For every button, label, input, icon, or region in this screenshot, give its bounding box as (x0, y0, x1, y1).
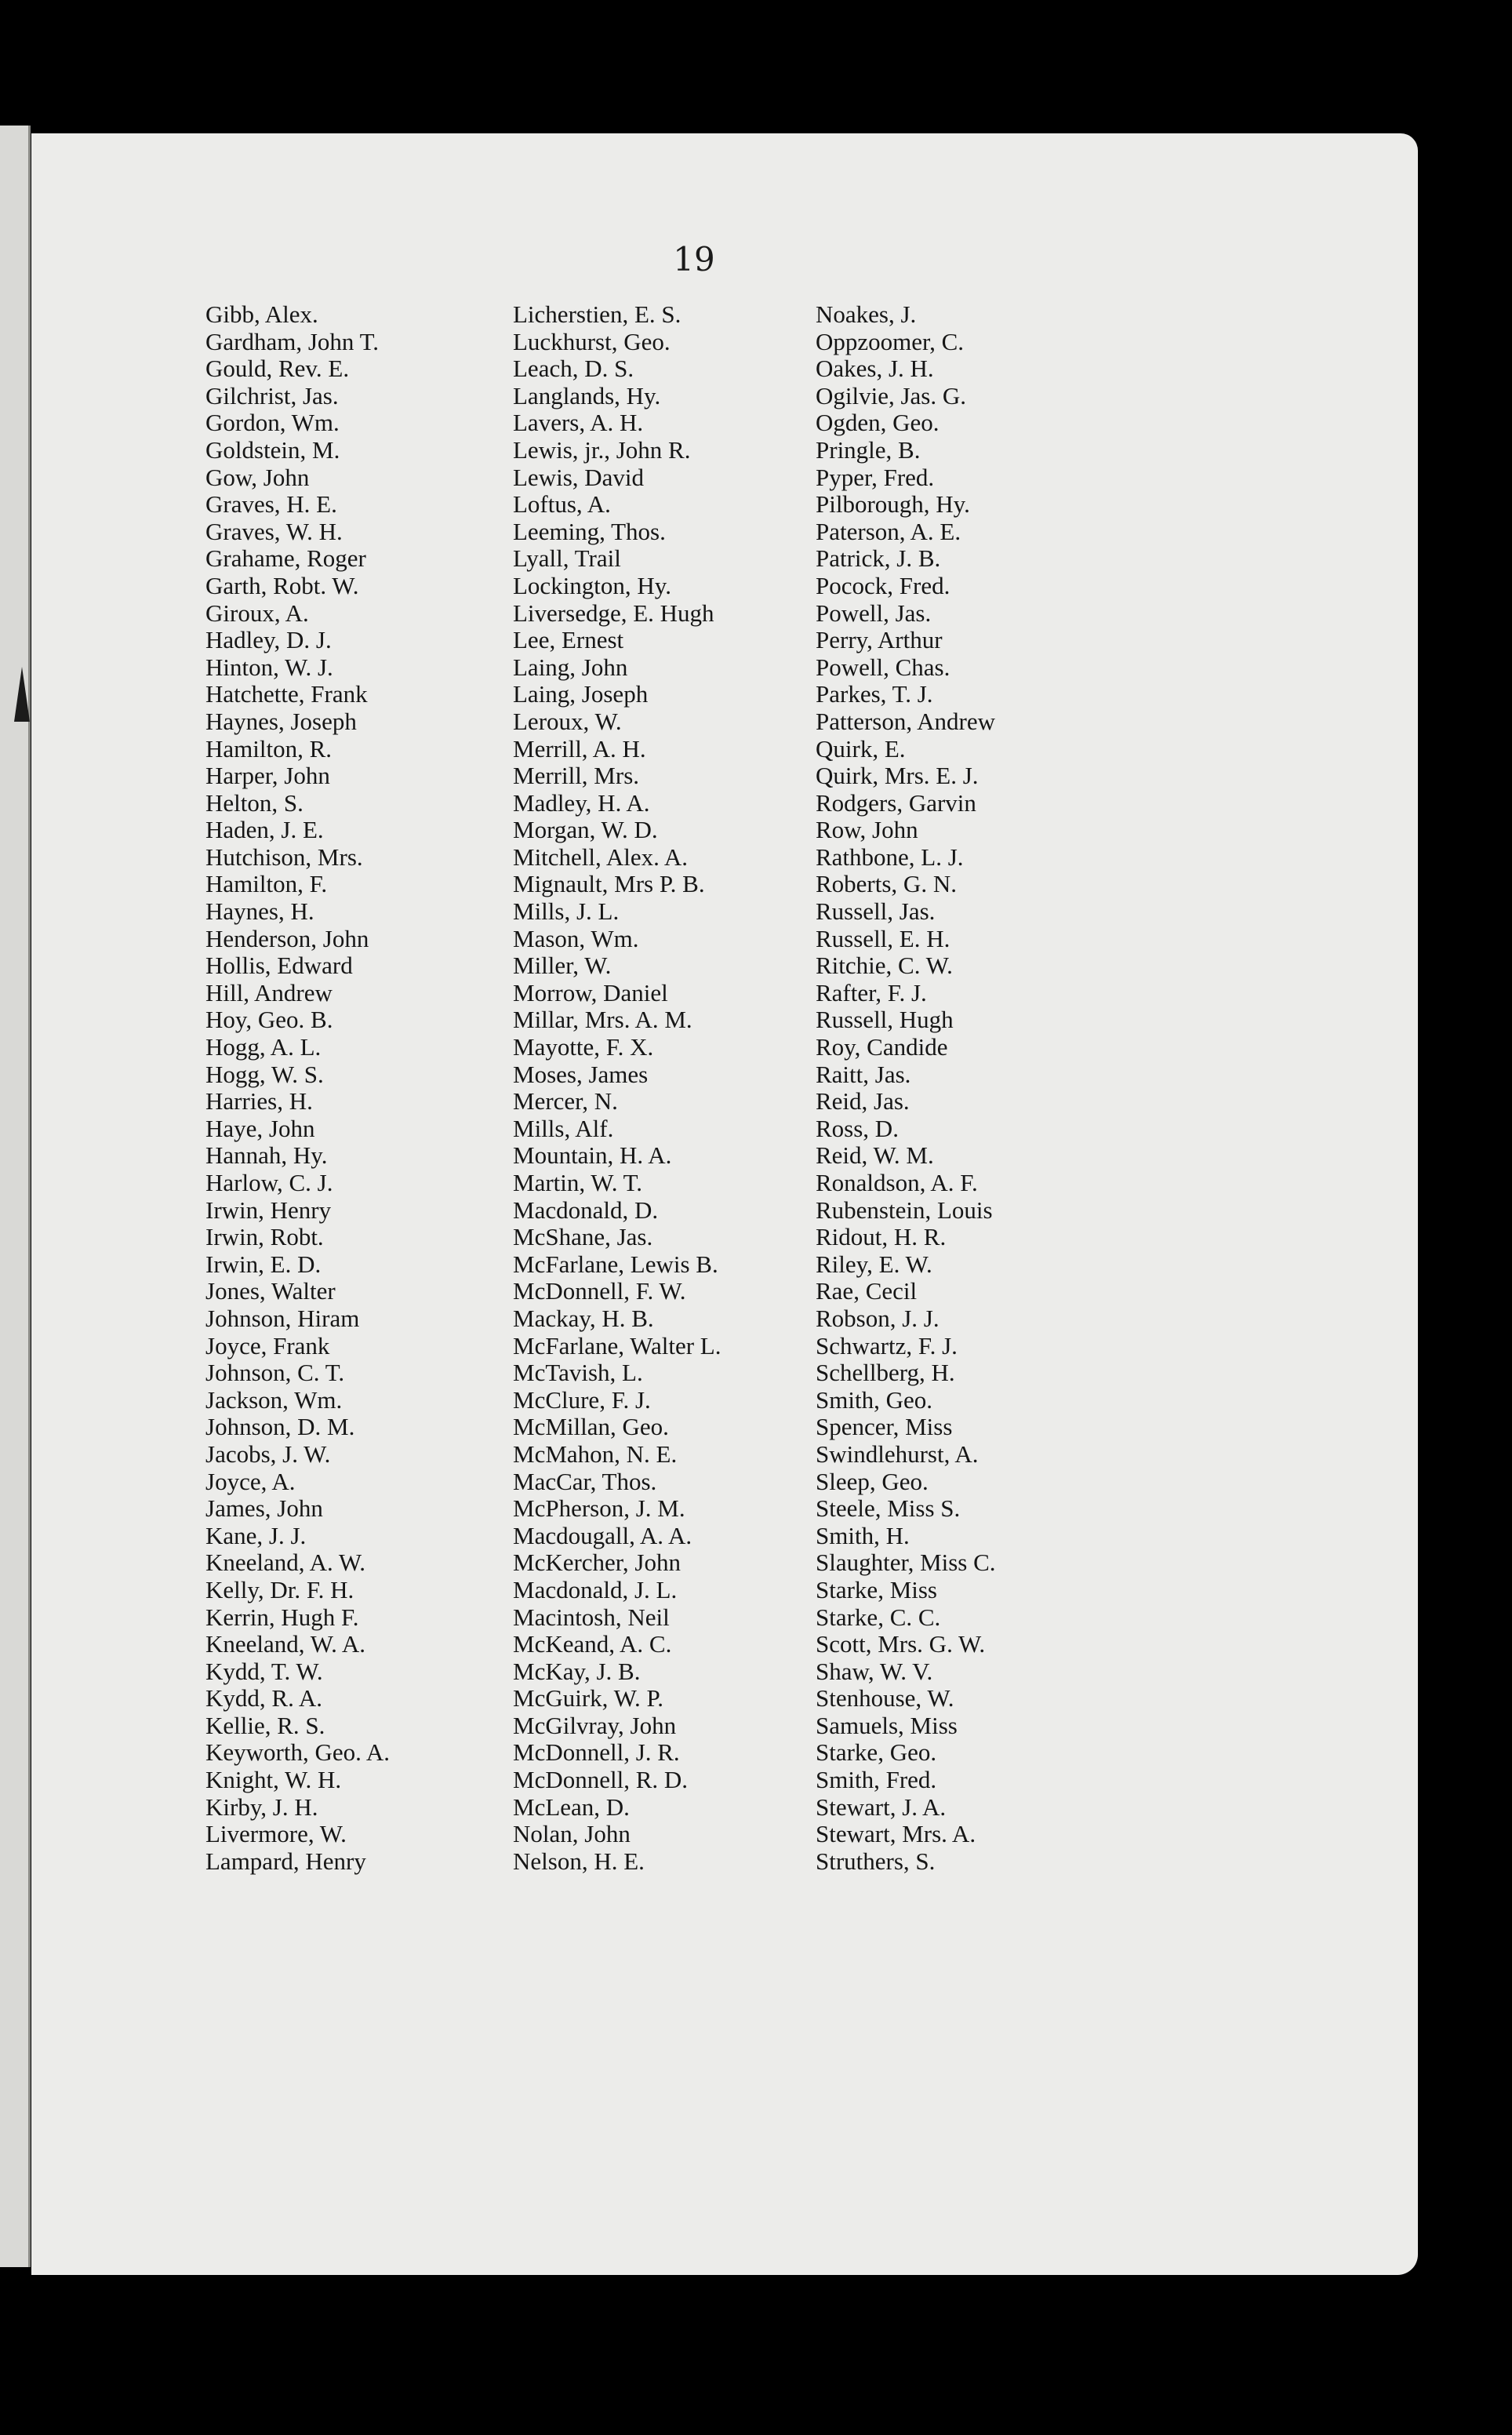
name-entry: Liversedge, E. Hugh (513, 599, 714, 627)
name-entry: Lee, Ernest (513, 626, 624, 654)
name-entry: Lyall, Trail (513, 544, 621, 573)
name-entry: Smith, Geo. (816, 1385, 932, 1414)
name-entry: Row, John (816, 816, 918, 844)
name-column-2 (513, 301, 721, 1875)
name-entry: McShane, Jas. (513, 1223, 653, 1251)
name-entry: Haden, J. E. (205, 816, 324, 844)
name-entry: Patrick, J. B. (816, 544, 941, 573)
name-entry: McKay, J. B. (513, 1657, 641, 1685)
left-page-edge (0, 126, 31, 2267)
name-entry: Schwartz, F. J. (816, 1331, 958, 1359)
name-entry: Garth, Robt. W. (205, 571, 359, 599)
name-entry: Nelson, H. E. (513, 1847, 645, 1875)
name-entry: Jacobs, J. W. (205, 1440, 331, 1468)
name-entry: McMahon, N. E. (513, 1440, 678, 1468)
name-entry: Jackson, Wm. (205, 1385, 343, 1414)
name-entry: Lampard, Henry (205, 1847, 366, 1875)
name-entry: Reid, Jas. (816, 1087, 910, 1116)
name-entry: Pringle, B. (816, 435, 921, 464)
name-column-1 (205, 301, 390, 1875)
name-entry: Helton, S. (205, 788, 303, 817)
name-entry: Leeming, Thos. (513, 517, 666, 545)
name-entry: Quirk, Mrs. E. J. (816, 762, 979, 790)
name-entry: Mignault, Mrs P. B. (513, 870, 705, 898)
name-entry: Slaughter, Miss C. (816, 1549, 996, 1577)
name-entry: Patterson, Andrew (816, 707, 996, 735)
name-entry: Hamilton, F. (205, 870, 328, 898)
name-entry: McGilvray, John (513, 1711, 677, 1739)
name-entry: Haynes, H. (205, 897, 314, 926)
name-entry: Ridout, H. R. (816, 1223, 947, 1251)
name-entry: Harries, H. (205, 1087, 313, 1116)
name-entry: Macdougall, A. A. (513, 1521, 692, 1549)
name-entry: Rafter, F. J. (816, 978, 927, 1006)
name-entry: Morgan, W. D. (513, 816, 658, 844)
name-entry: Samuels, Miss (816, 1711, 958, 1739)
name-entry: Mackay, H. B. (513, 1304, 654, 1332)
name-entry: Miller, W. (513, 952, 612, 980)
name-entry: Licherstien, E. S. (513, 300, 681, 328)
page-number: 19 (673, 240, 715, 278)
name-entry: Irwin, Henry (205, 1196, 332, 1224)
name-entry: Harlow, C. J. (205, 1169, 333, 1196)
name-entry: Mason, Wm. (513, 924, 639, 952)
name-entry: Macdonald, D. (513, 1196, 659, 1224)
name-entry: Sleep, Geo. (816, 1467, 929, 1495)
name-entry: Stewart, J. A. (816, 1793, 947, 1821)
name-entry: Macintosh, Neil (513, 1603, 670, 1631)
name-entry: Martin, W. T. (513, 1169, 643, 1196)
name-entry: Joyce, Frank (205, 1331, 330, 1359)
name-entry: Oakes, J. H. (816, 355, 934, 383)
name-entry: Keyworth, Geo. A. (205, 1738, 391, 1767)
name-entry: Pilborough, Hy. (816, 490, 970, 519)
name-entry: Lavers, A. H. (513, 409, 644, 437)
name-entry: Henderson, John (205, 924, 369, 952)
name-entry: Hatchette, Frank (205, 680, 368, 708)
name-entry: Macdonald, J. L. (513, 1575, 678, 1603)
name-entry: Grahame, Roger (205, 544, 366, 573)
name-entry: Lockington, Hy. (513, 571, 672, 599)
name-entry: Paterson, A. E. (816, 517, 961, 545)
name-entry: Gilchrist, Jas. (205, 381, 339, 409)
name-entry: Jones, Walter (205, 1277, 336, 1305)
name-entry: Roberts, G. N. (816, 870, 957, 898)
name-entry: Merrill, A. H. (513, 734, 646, 763)
name-entry: Lewis, jr., John R. (513, 435, 691, 464)
name-entry: McDonnell, J. R. (513, 1738, 680, 1767)
name-column-3 (816, 301, 996, 1875)
name-entry: Leach, D. S. (513, 355, 634, 383)
name-entry: Hannah, Hy. (205, 1141, 328, 1170)
name-entry: Merrill, Mrs. (513, 762, 640, 790)
name-entry: Langlands, Hy. (513, 381, 661, 409)
name-entry: McKercher, John (513, 1549, 681, 1577)
name-entry: Riley, E. W. (816, 1250, 932, 1278)
name-entry: Kellie, R. S. (205, 1711, 325, 1739)
name-entry: Rathbone, L. J. (816, 843, 964, 871)
name-entry: Noakes, J. (816, 300, 917, 328)
name-entry: Kelly, Dr. F. H. (205, 1575, 354, 1603)
name-entry: Haye, John (205, 1114, 315, 1142)
name-entry: Gordon, Wm. (205, 409, 340, 437)
name-entry: Laing, Joseph (513, 680, 649, 708)
name-entry: Mercer, N. (513, 1087, 618, 1116)
name-entry: Perry, Arthur (816, 626, 943, 654)
name-entry: Mountain, H. A. (513, 1141, 672, 1170)
name-entry: Hogg, W. S. (205, 1060, 324, 1088)
name-entry: McMillan, Geo. (513, 1413, 669, 1441)
name-entry: Moses, James (513, 1060, 649, 1088)
name-entry: Steele, Miss S. (816, 1494, 961, 1523)
name-entry: Joyce, A. (205, 1467, 296, 1495)
name-entry: Powell, Chas. (816, 653, 950, 681)
name-entry: Gould, Rev. E. (205, 355, 350, 383)
name-entry: Hamilton, R. (205, 734, 333, 763)
name-entry: Haynes, Joseph (205, 707, 357, 735)
name-entry: Pocock, Fred. (816, 571, 950, 599)
name-entry: Hogg, A. L. (205, 1033, 322, 1061)
name-entry: Ogilvie, Jas. G. (816, 381, 967, 409)
name-entry: Powell, Jas. (816, 599, 932, 627)
name-entry: Gardham, John T. (205, 327, 379, 355)
name-entry: Harper, John (205, 762, 330, 790)
name-entry: Nolan, John (513, 1820, 631, 1848)
name-entry: McClure, F. J. (513, 1385, 651, 1414)
name-entry: Kane, J. J. (205, 1521, 307, 1549)
name-entry: Schellberg, H. (816, 1359, 955, 1387)
name-entry: Hadley, D. J. (205, 626, 332, 654)
name-entry: Spencer, Miss (816, 1413, 953, 1441)
name-entry: Mitchell, Alex. A. (513, 843, 689, 871)
name-entry: Smith, Fred. (816, 1766, 937, 1794)
name-entry: Roy, Candide (816, 1033, 948, 1061)
name-entry: Mills, Alf. (513, 1114, 614, 1142)
name-entry: Scott, Mrs. G. W. (816, 1630, 986, 1658)
name-entry: Kerrin, Hugh F. (205, 1603, 359, 1631)
name-entry: Smith, H. (816, 1521, 910, 1549)
name-entry: McPherson, J. M. (513, 1494, 685, 1523)
name-entry: Rubenstein, Louis (816, 1196, 993, 1224)
name-entry: Johnson, Hiram (205, 1304, 360, 1332)
name-entry: Lewis, David (513, 463, 645, 491)
name-entry: Shaw, W. V. (816, 1657, 933, 1685)
name-entry: Ogden, Geo. (816, 409, 940, 437)
name-entry: McLean, D. (513, 1793, 630, 1821)
name-entry: Kydd, R. A. (205, 1684, 322, 1713)
name-entry: Livermore, W. (205, 1820, 347, 1848)
name-entry: McGuirk, W. P. (513, 1684, 664, 1713)
name-entry: Leroux, W. (513, 707, 622, 735)
name-entry: Giroux, A. (205, 599, 309, 627)
name-entry: McFarlane, Lewis B. (513, 1250, 718, 1278)
name-entry: Hill, Andrew (205, 978, 333, 1006)
name-entry: Starke, Geo. (816, 1738, 937, 1767)
name-entry: Johnson, D. M. (205, 1413, 355, 1441)
name-entry: McTavish, L. (513, 1359, 643, 1387)
name-entry: McDonnell, R. D. (513, 1766, 689, 1794)
name-entry: Kneeland, W. A. (205, 1630, 366, 1658)
name-entry: Graves, H. E. (205, 490, 337, 519)
name-entry: Loftus, A. (513, 490, 611, 519)
name-entry: Morrow, Daniel (513, 978, 668, 1006)
name-entry: McDonnell, F. W. (513, 1277, 686, 1305)
name-entry: Struthers, S. (816, 1847, 936, 1875)
name-entry: Pyper, Fred. (816, 463, 935, 491)
name-entry: Parkes, T. J. (816, 680, 933, 708)
name-entry: Starke, C. C. (816, 1603, 941, 1631)
name-entry: Russell, E. H. (816, 924, 950, 952)
name-entry: Gow, John (205, 463, 310, 491)
name-entry: Robson, J. J. (816, 1304, 940, 1332)
name-entry: Kneeland, A. W. (205, 1549, 366, 1577)
name-entry: Ronaldson, A. F. (816, 1169, 978, 1196)
name-entry: Mayotte, F. X. (513, 1033, 654, 1061)
name-entry: Irwin, E. D. (205, 1250, 322, 1278)
name-entry: Kydd, T. W. (205, 1657, 323, 1685)
name-entry: Luckhurst, Geo. (513, 327, 671, 355)
name-entry: James, John (205, 1494, 323, 1523)
name-entry: Hutchison, Mrs. (205, 843, 363, 871)
name-entry: Starke, Miss (816, 1575, 937, 1603)
name-entry: Hollis, Edward (205, 952, 353, 980)
name-entry: Russell, Jas. (816, 897, 936, 926)
name-entry: Ross, D. (816, 1114, 899, 1142)
name-entry: Rodgers, Garvin (816, 788, 976, 817)
name-entry: Graves, W. H. (205, 517, 343, 545)
name-entry: Quirk, E. (816, 734, 906, 763)
name-entry: Gibb, Alex. (205, 300, 318, 328)
name-entry: Millar, Mrs. A. M. (513, 1006, 692, 1034)
name-entry: McFarlane, Walter L. (513, 1331, 721, 1359)
name-entry: Reid, W. M. (816, 1141, 934, 1170)
name-entry: Russell, Hugh (816, 1006, 954, 1034)
name-entry: Knight, W. H. (205, 1766, 342, 1794)
name-entry: Oppzoomer, C. (816, 327, 965, 355)
name-entry: Johnson, C. T. (205, 1359, 345, 1387)
name-entry: Laing, John (513, 653, 628, 681)
name-entry: Stenhouse, W. (816, 1684, 954, 1713)
margin-mark (14, 667, 30, 722)
name-entry: Irwin, Robt. (205, 1223, 324, 1251)
name-entry: McKeand, A. C. (513, 1630, 672, 1658)
name-entry: Raitt, Jas. (816, 1060, 911, 1088)
name-entry: Hinton, W. J. (205, 653, 333, 681)
name-entry: Goldstein, M. (205, 435, 340, 464)
name-entry: Stewart, Mrs. A. (816, 1820, 976, 1848)
name-entry: Kirby, J. H. (205, 1793, 318, 1821)
name-entry: Rae, Cecil (816, 1277, 918, 1305)
name-entry: Madley, H. A. (513, 788, 650, 817)
name-entry: Swindlehurst, A. (816, 1440, 979, 1468)
name-entry: MacCar, Thos. (513, 1467, 657, 1495)
name-entry: Ritchie, C. W. (816, 952, 953, 980)
name-entry: Hoy, Geo. B. (205, 1006, 333, 1034)
name-entry: Mills, J. L. (513, 897, 620, 926)
